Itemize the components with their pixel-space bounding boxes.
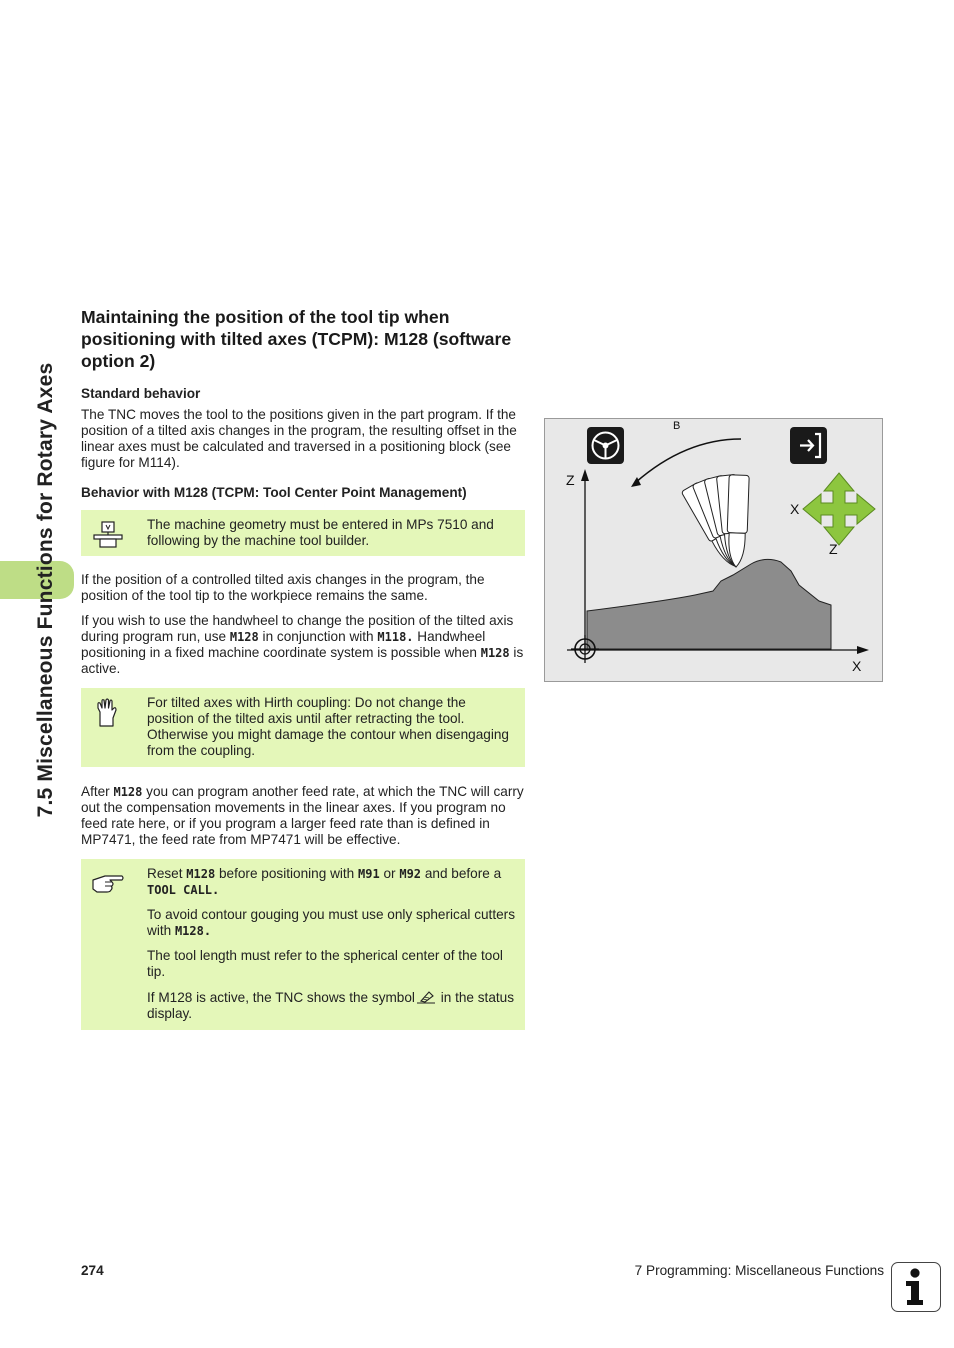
program-run-icon	[587, 427, 624, 464]
text-segment: Reset	[147, 866, 187, 881]
text-segment: To avoid contour gouging you must use only spherical cutters with	[147, 907, 515, 938]
text-segment: After	[81, 784, 114, 799]
z-direction-label: Z	[829, 541, 838, 557]
code-m128: M128	[186, 867, 216, 881]
note-hirth-coupling	[81, 688, 525, 767]
standard-behavior-text: The TNC moves the tool to the positions given in the part program. If the position of a tilted axis changes in the program, the resulting offset in the linear axes must be calculated and traversed in a positioning block (see figure for M114).	[81, 407, 517, 470]
para-feed-rate	[81, 784, 525, 848]
b-axis-label: B	[673, 420, 681, 432]
note-hirth-coupling-text: For tilted axes with Hirth coupling: Do not change the position of the tilted axis until after retracting the tool. Otherwise you might damage the contour when disengaging from the coupling.	[147, 695, 509, 758]
machine-icon	[91, 520, 125, 550]
note-m128-rules	[81, 859, 525, 1030]
x-direction-label: X	[790, 501, 800, 517]
page-title: Maintaining the position of the tool tip when positioning with tilted axes (TCPM): M128 (software option 2)	[81, 307, 512, 371]
code-m128: M128	[480, 646, 510, 660]
note-machine-geometry	[81, 510, 525, 556]
text-segment: in the status display.	[147, 990, 515, 1021]
tcpm-diagram	[545, 419, 884, 683]
section-title-text: 7.5 Miscellaneous Functions for Rotary Axes	[34, 362, 57, 818]
text-segment: If you wish to use the handwheel to change the position of the tilted axis during program run, use	[81, 613, 514, 644]
z-axis-label: Z	[566, 472, 575, 488]
text-segment: Handwheel positioning in a fixed machine coordinate system is possible when	[81, 629, 486, 660]
code-m128: M128.	[174, 924, 212, 938]
text-segment: before positioning with	[215, 866, 359, 881]
text-segment: is active.	[81, 645, 524, 676]
workpiece-shape	[587, 559, 831, 649]
note-spherical-cutters	[147, 907, 515, 939]
code-m118: M118.	[377, 630, 414, 644]
program-exit-icon	[790, 427, 827, 464]
note-status-symbol	[147, 989, 515, 1022]
x-axis-label: X	[852, 658, 862, 674]
note-tool-length: The tool length must refer to the spherical center of the tool tip.	[147, 948, 503, 979]
text-segment: in conjunction with	[258, 629, 378, 644]
text-segment: If M128 is active, the TNC shows the symbol	[147, 990, 415, 1005]
text-segment: and before a	[421, 866, 502, 881]
code-m128: M128	[229, 630, 259, 644]
chapter-title: 7 Programming: Miscellaneous Functions	[634, 1263, 884, 1278]
para-tool-tip-position: If the position of a controlled tilted axis changes in the program, the position of the tool tip to the workpiece remains the same.	[81, 572, 485, 603]
text-segment: you can program another feed rate, at which the TNC will carry out the compensation movements in the linear axes. If you program no feed rate here, or if you program a larger feed rate than is defined in MP7471, the feed rate from MP7471 will be effective.	[81, 784, 524, 847]
note-machine-geometry-text: The machine geometry must be entered in MPs 7510 and following by the machine tool builder.	[147, 517, 494, 548]
code-m92: M92	[399, 867, 422, 881]
code-tool-call: TOOL CALL.	[147, 883, 220, 897]
hand-warning-icon	[91, 698, 125, 728]
m128-behavior-heading: Behavior with M128 (TCPM: Tool Center Point Management)	[81, 485, 467, 500]
x-axis-arrowhead	[857, 646, 869, 654]
text-segment: or	[379, 866, 400, 881]
note-reset-m128	[147, 866, 515, 898]
jog-direction-arrows-icon	[803, 473, 875, 545]
z-axis-arrowhead	[581, 469, 589, 481]
code-m128: M128	[113, 785, 143, 799]
sidebar-section-title	[26, 310, 66, 870]
tcpm-figure	[544, 418, 883, 682]
pointing-hand-icon	[91, 868, 125, 898]
tool-fan	[681, 474, 749, 571]
info-icon	[892, 1263, 939, 1310]
main-content	[81, 306, 525, 1046]
tcpm-status-icon	[415, 989, 437, 1005]
para-handwheel	[81, 613, 525, 677]
info-button[interactable]	[891, 1262, 941, 1312]
code-m91: M91	[358, 867, 380, 881]
page-number: 274	[81, 1263, 104, 1278]
standard-behavior-heading: Standard behavior	[81, 386, 201, 401]
